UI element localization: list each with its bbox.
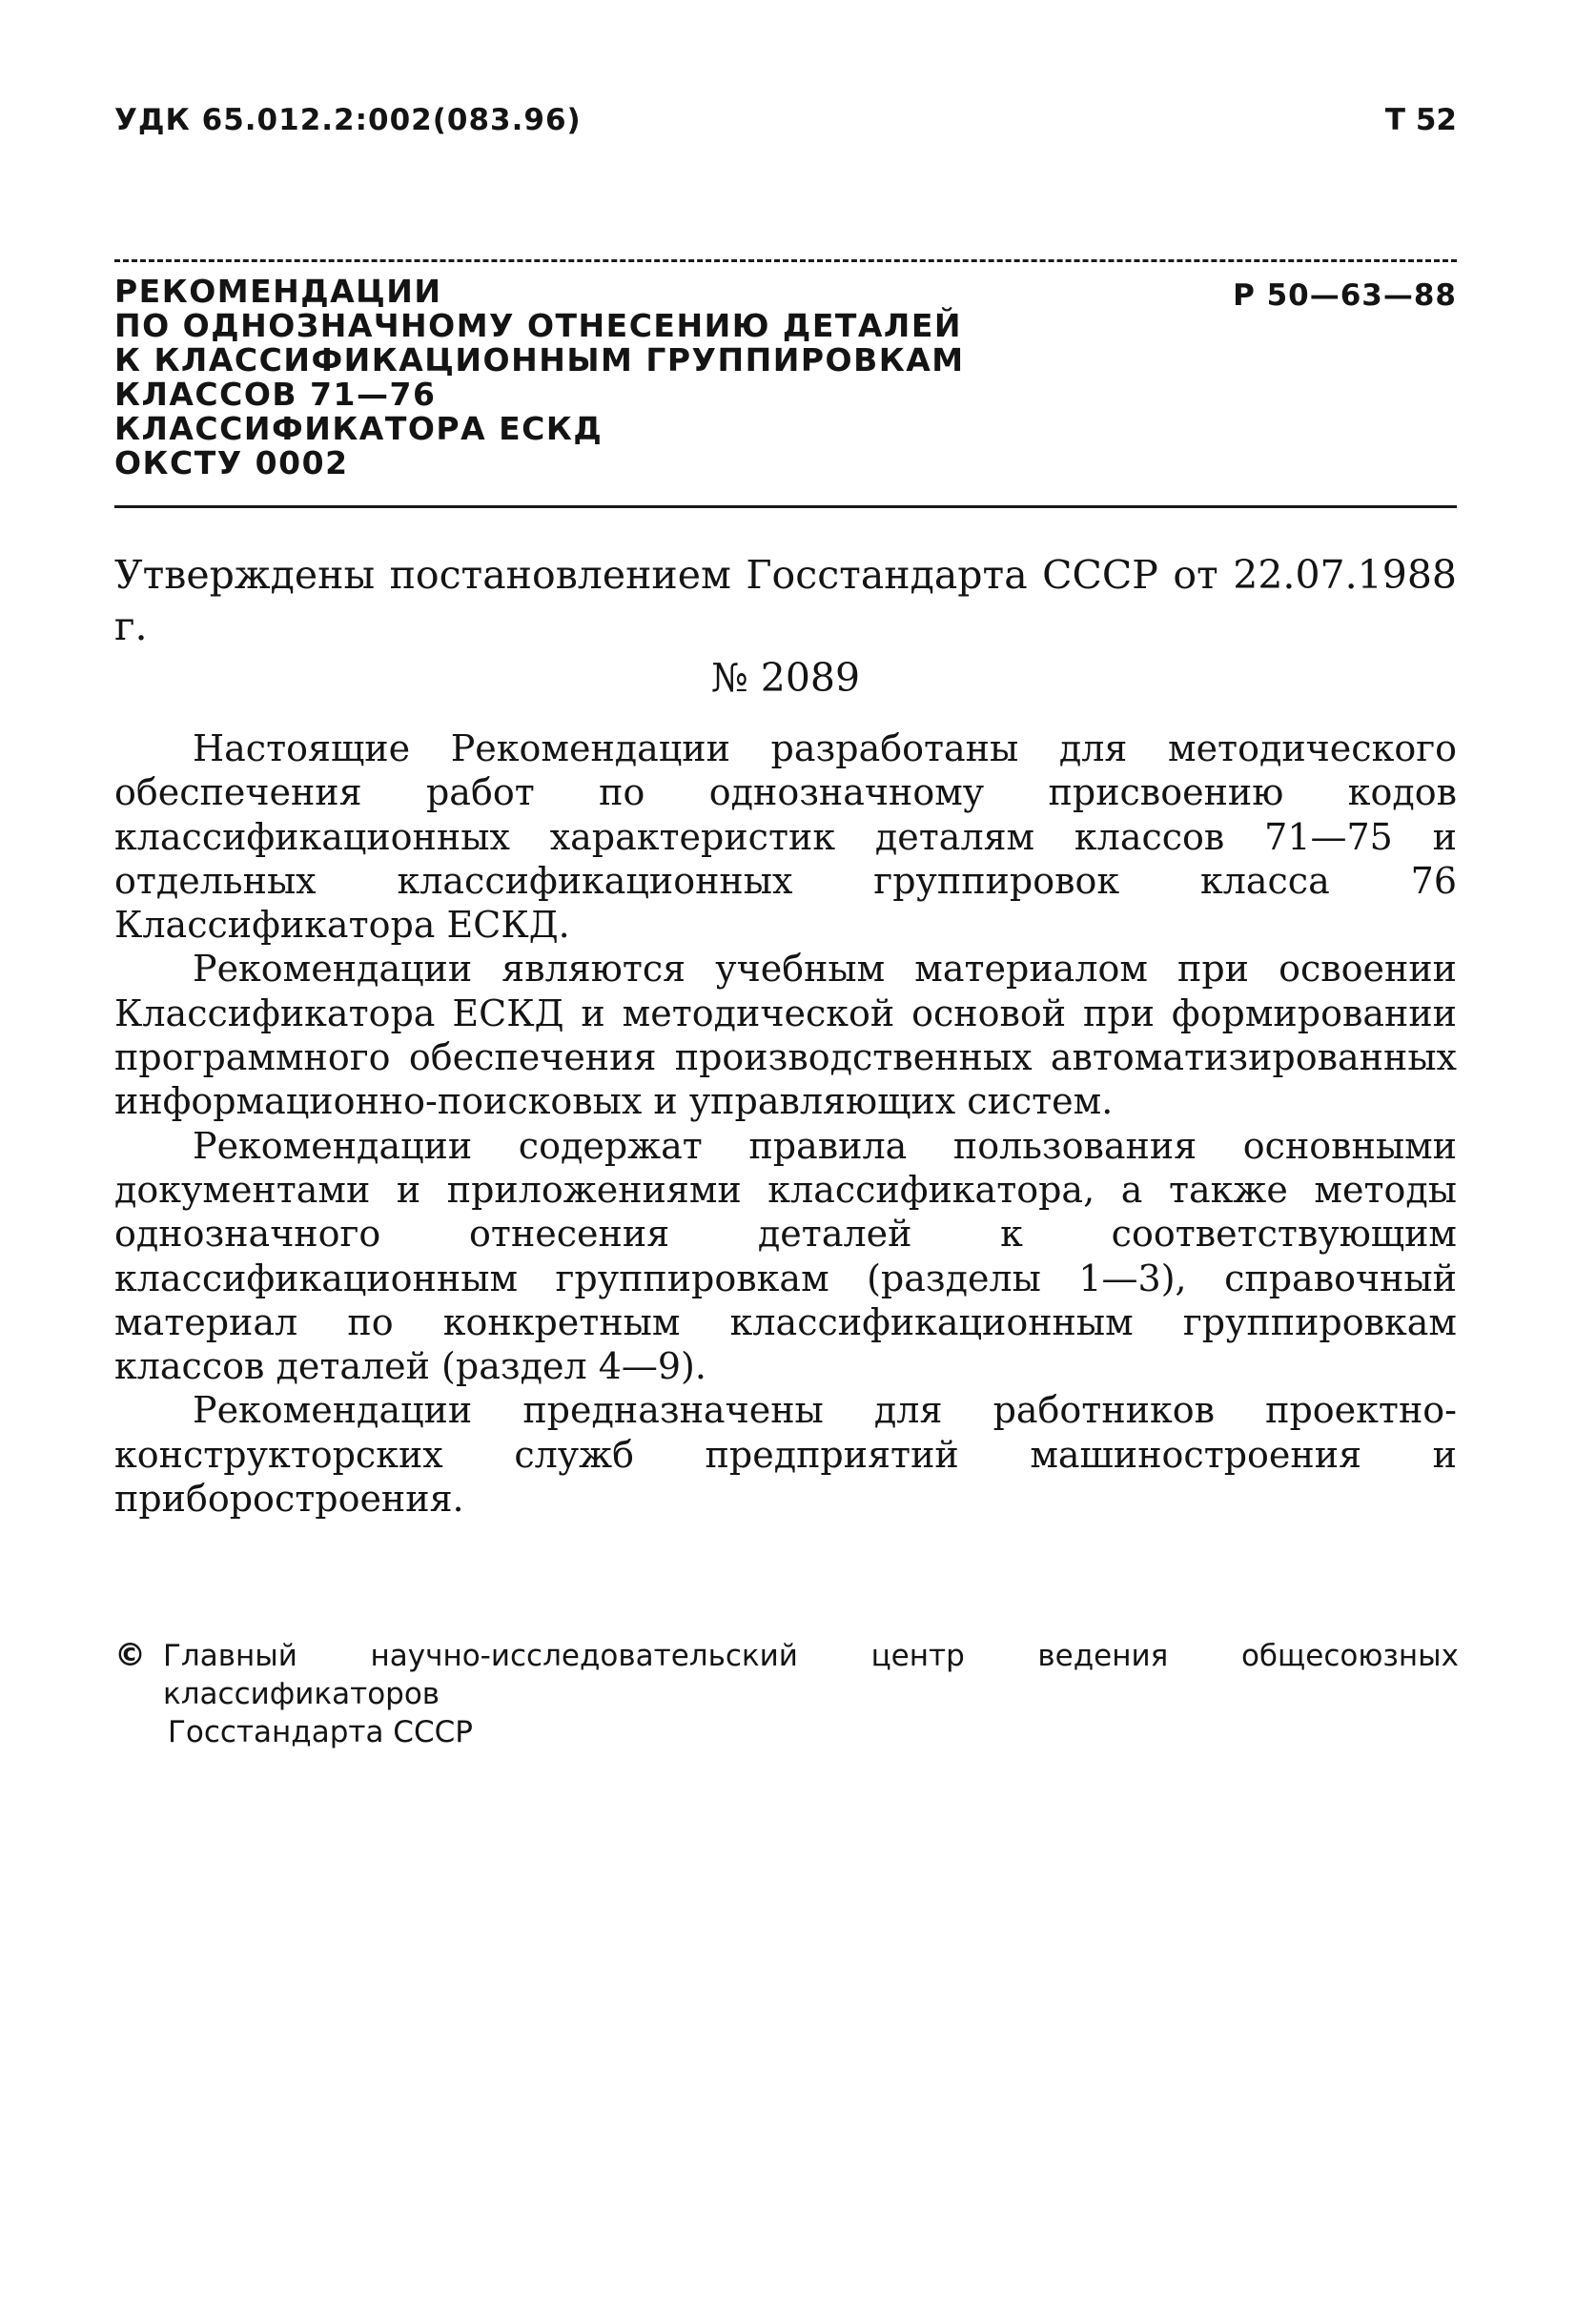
copyright-holder-org: Госстандарта СССР — [168, 1715, 473, 1749]
title-line: КЛАССИФИКАТОРА ЕСКД — [114, 410, 604, 447]
dashed-divider — [114, 259, 1457, 262]
paragraph: Рекомендации предназначены для работников проектно-конструкторских служб предприятий машиностроения и приборостроения. — [114, 1389, 1457, 1521]
copyright-holder: Главный научно-исследовательский центр ведения общесоюзных классификаторов — [163, 1639, 1459, 1711]
solid-divider — [114, 505, 1457, 508]
copyright-icon: © — [114, 1636, 146, 1673]
title-line: ПО ОДНОЗНАЧНОМУ ОТНЕСЕНИЮ ДЕТАЛЕЙ — [114, 307, 962, 344]
title-line: К КЛАССИФИКАЦИОННЫМ ГРУППИРОВКАМ — [114, 341, 965, 378]
title-line: РЕКОМЕНДАЦИИ — [114, 273, 442, 310]
body-text — [114, 726, 1457, 1521]
udk-code: УДК 65.012.2:002(083.96) — [114, 103, 582, 137]
approval-statement — [114, 549, 1457, 704]
paragraph: Рекомендации являются учебным материалом при освоении Классификатора ЕСКД и методической основой при формировании программного обеспечения производственных автоматизированных информационно-поисковых и управляющих систем. — [114, 948, 1457, 1123]
paragraph: Настоящие Рекомендации разработаны для методического обеспечения работ по однозначному присвоению кодов классификационных характеристик деталям классов 71—75 и отдельных классификационных группировок класса 76 Классификатора ЕСКД. — [114, 727, 1457, 947]
document-code: Р 50—63—88 — [1233, 278, 1457, 313]
paragraph: Рекомендации содержат правила пользования основными документами и приложениями классификатора, а также методы однозначного отнесения деталей к соответствующим классификационным группировкам (разделы 1—3), справочный материал по конкретным классификационным группировкам классов деталей (раздел 4—9). — [114, 1124, 1457, 1388]
document-title — [114, 275, 1068, 480]
approval-number: № 2089 — [710, 655, 861, 701]
approval-line: Утверждены постановлением Госстандарта СССР от 22.07.1988 г. — [114, 552, 1457, 649]
copyright-notice — [114, 1636, 1459, 1751]
title-line: ОКСТУ 0002 — [114, 444, 349, 481]
page-code: Т 52 — [1384, 103, 1457, 137]
title-line: КЛАССОВ 71—76 — [114, 376, 437, 413]
